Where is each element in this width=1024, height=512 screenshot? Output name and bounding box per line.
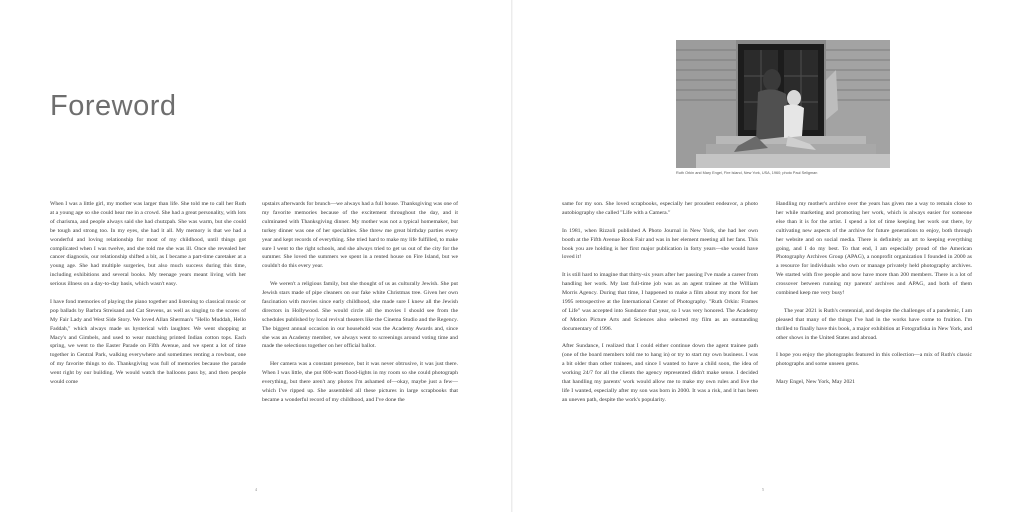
paragraph: In 1981, when Rizzoli published A Photo Journal in New York, she had her own booth at the Fifth Avenue Book Fair and was in her element meeting all her fans. This book you are holding is her first major publication in forty years—she would have loved it! xyxy=(562,227,758,261)
paragraph: Her camera was a constant presence, but it was never obtrusive, it was just there. When I was little, she put 800-watt flood-lights in my room so she could photograph everything, but there aren't any photos I'm ashamed of—okay, maybe just a few—which I've ripped up. She assembled all these pictures in large scrapbooks that became a wonderful record of my childhood, and I've done the xyxy=(262,361,458,403)
paragraph: upstairs afterwards for brunch—we always had a full house. Thanksgiving was one of my favorite memories because of the excitement throughout the day, and it culminated with Thanksgiving dinner. My mother was not a typical homemaker, but turkey dinner was one of her specialties. She threw me great birthday parties every year and kept records of everything. She tried hard to make my life fulfilled, to make sure I went to the right schools, and she always tried to get us out of the city for the summer. She loved the summers we spent in a rented house on Fire Island, but we couldn't do this every year. xyxy=(262,201,458,270)
paragraph: same for my son. She loved scrapbooks, especially her proudest endeavor, a photo autobiography she called "Life with a Camera." xyxy=(562,201,758,216)
signature-line: Mary Engel, New York, May 2021 xyxy=(776,379,855,386)
page-gutter xyxy=(511,0,513,512)
paragraph: Handling my mother's archive over the years has given me a way to remain close to her while marketing and promoting her work, which is always easier for someone else than it is for the artist. I spend a lot of time keeping her work out there, by cultivating new aspects of the archive for future generations to enjoy, both through her website and on social media. There is definitely an art to keeping everything going, and I do my best. To that end, I am especially proud of the American Photography Archives Group (APAG), a nonprofit organization I founded in 2000 as a resource for individuals who own or manage privately held photography archives. We started with five people and now have more than 200 members. There is a lot of crossover between running my parents' archives and APAG, and both of them combined keep me very busy! xyxy=(776,201,972,297)
page-title: Foreword xyxy=(50,90,177,122)
paragraph: We weren't a religious family, but she thought of us as culturally Jewish. She put Jewish stars made of pipe cleaners on our fake white Christmas tree. Given her own fascination with movies since early childhood, she made sure I knew all the Jewish directors in Hollywood. She would circle all the movies I should see from the schedules published by local revival theaters like the Cinema Studio and the Regency. The biggest annual occasion in our household was the Academy Awards and, since she was an Academy member, we always went to screenings around voting time and made the selections together on her official ballot. xyxy=(262,281,458,350)
text-column-3 xyxy=(562,200,758,414)
page-number-right: 5 xyxy=(762,487,764,492)
text-column-4 xyxy=(776,200,972,396)
paragraph: After Sundance, I realized that I could either continue down the agent trainee path (one of the board members told me to hang in) or try to start my own business. I was a bit older than other trainees, and since I wanted to have a child soon, the idea of working 24/7 for all the clients the agency represented didn't make sense. I decided that handling my parents' work would allow me to make my own rules and live the life I wanted, especially after my son was born in 2000. It was a risk, and it has been an uneven path, despite the work's popularity. xyxy=(562,343,758,403)
paragraph: When I was a little girl, my mother was larger than life. She told me to call her Ruth at a young age so she could hear me in a crowd. She had a great personality, with lots of charisma, and people always said she had chutzpah. She was warm, but she could be tough and strong too. In my eyes, she had it all. My memory is that we had a wonderful and loving relationship for most of my childhood, until things got complicated when I was twelve, and she told me she was ill. Once she revealed her cancer diagnosis, our relationship shifted a bit, as I became a part-time caretaker at a young age. She had multiple surgeries, but also much success during this time, including exhibitions and several books. My teenage years meant living with her serious illness on a day-to-day basis, which wasn't easy. xyxy=(50,201,246,288)
paragraph: It is still hard to imagine that thirty-six years after her passing I've made a career from handling her work. My last full-time job was as an agent trainee at the William Morris Agency. During that time, I happened to make a film about my mom for her 1995 retrospective at the International Center of Photography. "Ruth Orkin: Frames of Life" was accepted into Sundance that year, so I was very honored. The Academy of Motion Picture Arts and Sciences also selected my film as an outstanding documentary of 1996. xyxy=(562,272,758,332)
text-column-2 xyxy=(262,200,458,414)
paragraph: I have fond memories of playing the piano together and listening to classical music or pop ballads by Barbra Streisand and Cat Stevens, as well as singing to the scores of My Fair Lady and West Side Story. We loved Allan Sherman's "Hello Muddah, Hello Faddah," which always made us hysterical with laughter. We went shopping at Macy's and Gimbels, and used to wear matching printed Indian cotton tops. Each spring, we went to the Easter Parade on Fifth Avenue, and we spent a lot of time together in Central Park, walking everywhere and sometimes renting a rowboat, one of my favorite things to do. Thanksgiving was full of memories because the parade went right by our building. We would watch the balloons pass by, and then people would come xyxy=(50,298,246,386)
page-number-left: 4 xyxy=(255,487,257,492)
paragraph: I hope you enjoy the photographs featured in this collection—a mix of Ruth's classic photographs and some unseen gems. xyxy=(776,352,972,368)
photograph xyxy=(676,40,890,168)
text-column-1 xyxy=(50,200,246,396)
photo-caption: Ruth Orkin and Mary Engel, Fire Island, New York, USA, 1960; photo Paul Seligman xyxy=(676,171,818,175)
paragraph: The year 2021 is Ruth's centennial, and despite the challenges of a pandemic, I am pleased that many of the things I've had in the works have come to fruition. I'm thrilled to finally have this book, a major exhibition at Fotografiska in New York, and other shows in the United States and abroad. xyxy=(776,307,972,341)
